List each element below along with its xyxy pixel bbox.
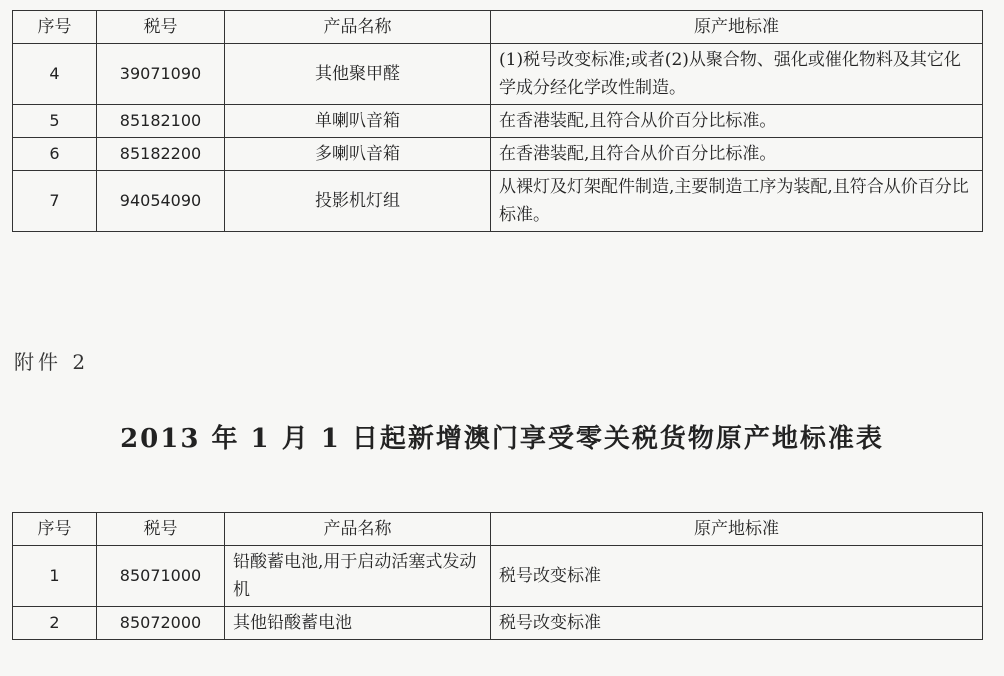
header-serial: 序号 [13,11,97,44]
table-row [13,105,983,138]
table-header-row [13,11,983,44]
header-tariff-code: 税号 [97,11,225,44]
cell-product-name: 单喇叭音箱 [225,105,491,138]
cell-origin-standard: 在香港装配,且符合从价百分比标准。 [491,138,983,171]
origin-standard-table-macau [12,512,983,640]
cell-tariff-code: 85182200 [97,138,225,171]
header-tariff-code: 税号 [97,513,225,546]
cell-product-name: 其他铅酸蓄电池 [225,607,491,640]
cell-product-name: 其他聚甲醛 [225,44,491,105]
cell-product-name: 投影机灯组 [225,171,491,232]
table-row [13,171,983,232]
origin-standard-table-hk [12,10,983,232]
cell-serial: 6 [13,138,97,171]
header-origin-standard: 原产地标准 [491,11,983,44]
header-serial: 序号 [13,513,97,546]
table-row [13,546,983,607]
table-row [13,607,983,640]
cell-serial: 2 [13,607,97,640]
cell-tariff-code: 85071000 [97,546,225,607]
cell-serial: 4 [13,44,97,105]
cell-origin-standard: (1)税号改变标准;或者(2)从聚合物、强化或催化物料及其它化学成分经化学改性制造。 [491,44,983,105]
cell-serial: 5 [13,105,97,138]
header-product-name: 产品名称 [225,513,491,546]
header-origin-standard: 原产地标准 [491,513,983,546]
page-title: 2013 年 1 月 1 日起新增澳门享受零关税货物原产地标准表 [120,424,884,454]
cell-tariff-code: 85072000 [97,607,225,640]
cell-tariff-code: 85182100 [97,105,225,138]
table-row [13,44,983,105]
attachment-label: 附件 2 [14,350,90,374]
table-row [13,138,983,171]
cell-tariff-code: 39071090 [97,44,225,105]
cell-origin-standard: 在香港装配,且符合从价百分比标准。 [491,105,983,138]
table-header-row [13,513,983,546]
cell-origin-standard: 税号改变标准 [491,546,983,607]
cell-origin-standard: 税号改变标准 [491,607,983,640]
cell-tariff-code: 94054090 [97,171,225,232]
cell-serial: 7 [13,171,97,232]
cell-product-name: 铅酸蓄电池,用于启动活塞式发动机 [225,546,491,607]
cell-serial: 1 [13,546,97,607]
header-product-name: 产品名称 [225,11,491,44]
cell-origin-standard: 从裸灯及灯架配件制造,主要制造工序为装配,且符合从价百分比标准。 [491,171,983,232]
cell-product-name: 多喇叭音箱 [225,138,491,171]
